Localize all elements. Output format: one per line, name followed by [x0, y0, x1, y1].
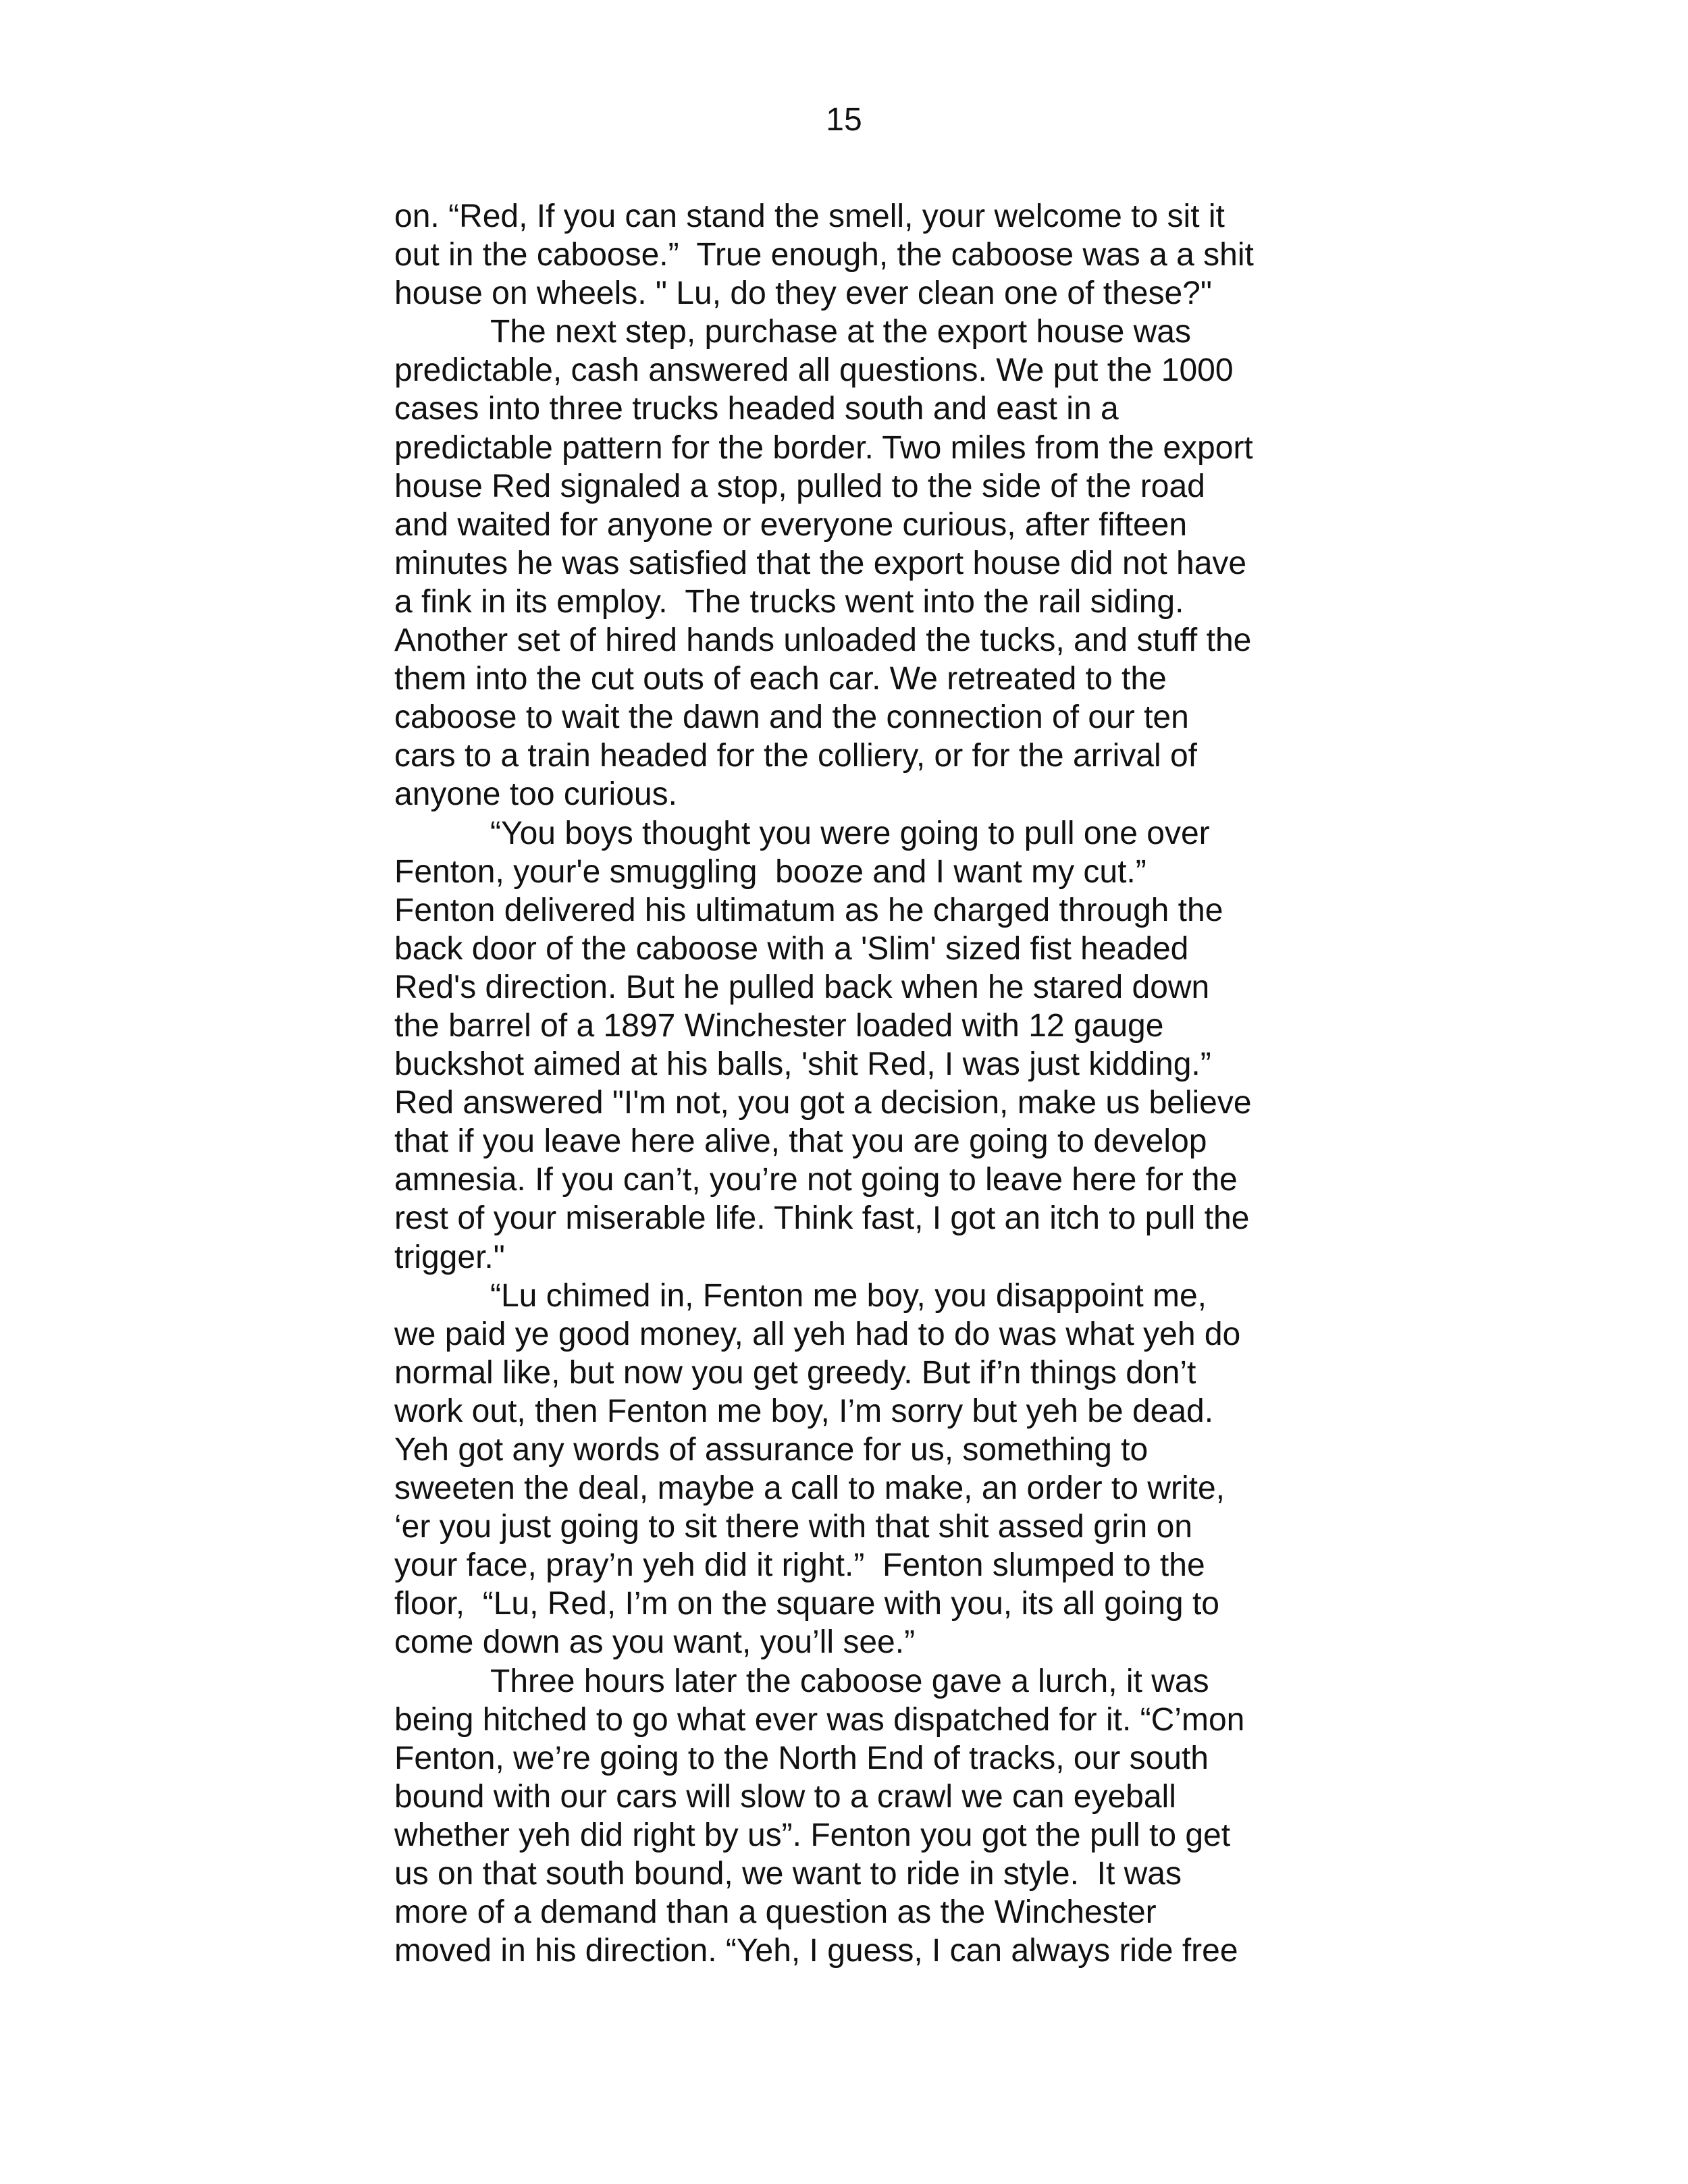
text-line: normal like, but now you get greedy. But if’n things don’t [394, 1354, 1196, 1391]
text-line: the barrel of a 1897 Winchester loaded with 12 gauge [394, 1007, 1164, 1044]
paragraph-first-line: The next step, purchase at the export house was [490, 314, 1191, 350]
text-line: back door of the caboose with a 'Slim' sized fist headed [394, 930, 1189, 967]
text-line: cases into three trucks headed south and east in a [394, 391, 1119, 427]
text-line: caboose to wait the dawn and the connection of our ten [394, 699, 1189, 736]
text-line: Red's direction. But he pulled back when he stared down [394, 969, 1210, 1005]
text-line: sweeten the deal, maybe a call to make, an order to write, [394, 1470, 1225, 1507]
page-number: 15 [826, 102, 862, 138]
text-line: out in the caboose.” True enough, the caboose was a a shit [394, 237, 1254, 273]
text-line: Fenton delivered his ultimatum as he charged through the [394, 892, 1223, 928]
text-line: rest of your miserable life. Think fast, I got an itch to pull the [394, 1200, 1250, 1237]
text-line: ‘er you just going to sit there with that shit assed grin on [394, 1509, 1192, 1545]
text-line: house Red signaled a stop, pulled to the side of the road [394, 468, 1205, 504]
text-line: we paid ye good money, all yeh had to do was what yeh do [394, 1316, 1241, 1352]
text-line: cars to a train headed for the colliery, or for the arrival of [394, 738, 1198, 774]
text-line: and waited for anyone or everyone curious, after fifteen [394, 506, 1188, 543]
text-line: them into the cut outs of each car. We retreated to the [394, 661, 1167, 697]
text-line: Another set of hired hands unloaded the tucks, and stuff the [394, 622, 1252, 659]
text-line: Fenton, we’re going to the North End of tracks, our south [394, 1740, 1209, 1776]
text-line: Red answered "I'm not, you got a decision, make us believe [394, 1085, 1252, 1121]
text-line: Fenton, your'e smuggling booze and I want my cut.” [394, 853, 1146, 890]
text-line: trigger." [394, 1239, 505, 1275]
text-line: floor, “Lu, Red, I’m on the square with you, its all going to [394, 1586, 1219, 1622]
paragraph-first-line: Three hours later the caboose gave a lurch, it was [490, 1663, 1209, 1699]
text-line: whether yeh did right by us”. Fenton you got the pull to get [394, 1817, 1231, 1853]
text-line: more of a demand than a question as the Winchester [394, 1894, 1157, 1931]
text-line: amnesia. If you can’t, you’re not going to leave here for the [394, 1162, 1238, 1198]
text-line: anyone too curious. [394, 776, 677, 813]
text-line: buckshot aimed at his balls, 'shit Red, I was just kidding.” [394, 1046, 1211, 1083]
text-line: that if you leave here alive, that you are going to develop [394, 1123, 1207, 1160]
text-line: your face, pray’n yeh did it right.” Fenton slumped to the [394, 1547, 1205, 1584]
text-line: bound with our cars will slow to a crawl we can eyeball [394, 1778, 1176, 1815]
body-text [394, 197, 1299, 1970]
paragraph-first-line: “Lu chimed in, Fenton me boy, you disappoint me, [490, 1277, 1207, 1314]
text-line: a fink in its employ. The trucks went into the rail siding. [394, 583, 1184, 620]
text-line: being hitched to go what ever was dispatched for it. “C’mon [394, 1701, 1245, 1738]
text-line: predictable pattern for the border. Two miles from the export [394, 429, 1253, 466]
text-line: house on wheels. " Lu, do they ever clean one of these?" [394, 275, 1212, 312]
text-line: work out, then Fenton me boy, I’m sorry but yeh be dead. [394, 1393, 1214, 1429]
text-line: moved in his direction. “Yeh, I guess, I can always ride free [394, 1933, 1238, 1969]
text-line: on. “Red, If you can stand the smell, your welcome to sit it [394, 198, 1225, 234]
text-line: minutes he was satisfied that the export house did not have [394, 545, 1247, 581]
text-line: predictable, cash answered all questions. We put the 1000 [394, 352, 1234, 389]
paragraph-first-line: “You boys thought you were going to pull one over [490, 815, 1210, 851]
text-line: Yeh got any words of assurance for us, something to [394, 1432, 1149, 1468]
text-line: come down as you want, you’ll see.” [394, 1624, 916, 1661]
text-line: us on that south bound, we want to ride in style. It was [394, 1856, 1182, 1892]
